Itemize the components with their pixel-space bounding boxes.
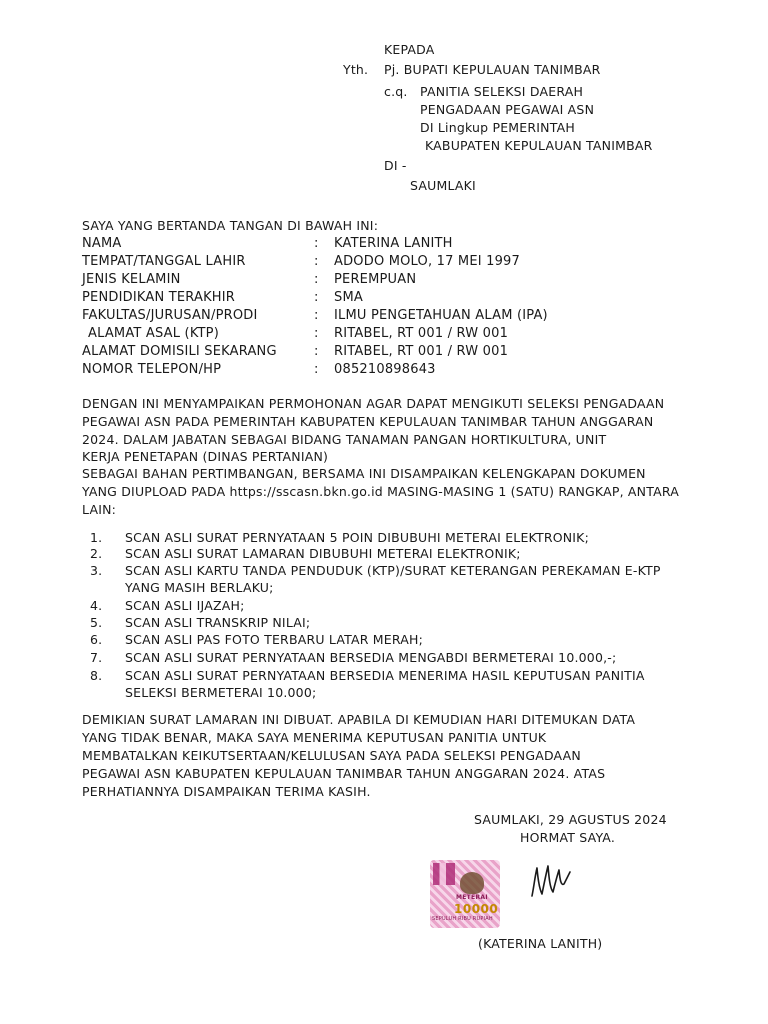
- list-text: SCAN ASLI SURAT PERNYATAAN BERSEDIA MENGABDI BERMETERAI 10.000,-;: [125, 650, 617, 665]
- address-di: DI -: [384, 158, 407, 173]
- address-line-lingkup: DI Lingkup PEMERINTAH: [420, 120, 575, 135]
- identity-colon: :: [314, 272, 319, 287]
- list-number: 3.: [90, 563, 103, 578]
- identity-row: [82, 326, 702, 344]
- paragraph-line: DENGAN INI MENYAMPAIKAN PERMOHONAN AGAR DAPAT MENGIKUTI SELEKSI PENGADAAN: [82, 396, 665, 411]
- list-text: SELEKSI BERMETERAI 10.000;: [125, 685, 317, 700]
- identity-colon: :: [314, 308, 319, 323]
- identity-colon: :: [314, 236, 319, 251]
- stamp-small-text: SEPULUH RIBU RUPIAH: [432, 916, 493, 922]
- paragraph-line: YANG DIUPLOAD PADA https://sscasn.bkn.go.id MASING-MASING 1 (SATU) RANGKAP, ANTARA: [82, 484, 679, 499]
- identity-value: ILMU PENGETAHUAN ALAM (IPA): [334, 308, 548, 323]
- identity-value: SMA: [334, 290, 363, 305]
- list-number: 4.: [90, 598, 103, 613]
- regards: HORMAT SAYA.: [520, 830, 616, 845]
- identity-label: PENDIDIKAN TERAKHIR: [82, 290, 236, 305]
- address-line-kabupaten: KABUPATEN KEPULAUAN TANIMBAR: [425, 138, 653, 153]
- identity-colon: :: [314, 344, 319, 359]
- meterai-stamp: [430, 860, 500, 928]
- address-yth: Yth.: [343, 62, 369, 77]
- paragraph-line: 2024. DALAM JABATAN SEBAGAI BIDANG TANAMAN PANGAN HORTIKULTURA, UNIT: [82, 432, 607, 447]
- identity-value: PEREMPUAN: [334, 272, 417, 287]
- list-text: SCAN ASLI SURAT LAMARAN DIBUBUHI METERAI ELEKTRONIK;: [125, 546, 521, 561]
- identity-label: NOMOR TELEPON/HP: [82, 362, 222, 377]
- list-text: SCAN ASLI TRANSKRIP NILAI;: [125, 615, 311, 630]
- identity-label: TEMPAT/TANGGAL LAHIR: [82, 254, 246, 269]
- paragraph-line: MEMBATALKAN KEIKUTSERTAAN/KELULUSAN SAYA PADA SELEKSI PENGADAAN: [82, 748, 581, 763]
- identity-colon: :: [314, 254, 319, 269]
- list-text: SCAN ASLI PAS FOTO TERBARU LATAR MERAH;: [125, 632, 424, 647]
- stamp-label: METERAI: [456, 894, 488, 901]
- identity-value: 085210898643: [334, 362, 436, 377]
- paragraph-line: DEMIKIAN SURAT LAMARAN INI DIBUAT. APABILA DI KEMUDIAN HARI DITEMUKAN DATA: [82, 712, 636, 727]
- identity-row: [82, 236, 702, 254]
- identity-label: NAMA: [82, 236, 122, 251]
- list-text: SCAN ASLI KARTU TANDA PENDUDUK (KTP)/SURAT KETERANGAN PEREKAMAN E-KTP: [125, 563, 661, 578]
- address-recipient: Pj. BUPATI KEPULAUAN TANIMBAR: [384, 62, 601, 77]
- signatory-name: (KATERINA LANITH): [478, 936, 603, 951]
- identity-colon: :: [314, 326, 319, 341]
- paragraph-line: PERHATIANNYA DISAMPAIKAN TERIMA KASIH.: [82, 784, 371, 799]
- paragraph-line: PEGAWAI ASN PADA PEMERINTAH KABUPATEN KEPULAUAN TANIMBAR TAHUN ANGGARAN: [82, 414, 654, 429]
- place-date: SAUMLAKI, 29 AGUSTUS 2024: [474, 812, 667, 827]
- list-number: 6.: [90, 632, 103, 647]
- identity-row: [82, 308, 702, 326]
- paragraph-line: YANG TIDAK BENAR, MAKA SAYA MENERIMA KEPUTUSAN PANITIA UNTUK: [82, 730, 547, 745]
- identity-value: RITABEL, RT 001 / RW 001: [334, 344, 509, 359]
- identity-label: ALAMAT DOMISILI SEKARANG: [82, 344, 277, 359]
- paragraph-line: LAIN:: [82, 502, 117, 517]
- identity-row: [82, 272, 702, 290]
- identity-label: ALAMAT ASAL (KTP): [88, 326, 219, 341]
- paragraph-line: KERJA PENETAPAN (DINAS PERTANIAN): [82, 449, 329, 464]
- qr-code-icon: [433, 863, 455, 885]
- identity-row: [82, 344, 702, 362]
- list-number: 1.: [90, 530, 103, 545]
- identity-label: JENIS KELAMIN: [82, 272, 181, 287]
- identity-value: KATERINA LANITH: [334, 236, 453, 251]
- paragraph-line: PEGAWAI ASN KABUPATEN KEPULAUAN TANIMBAR TAHUN ANGGARAN 2024. ATAS: [82, 766, 606, 781]
- identity-label: FAKULTAS/JURUSAN/PRODI: [82, 308, 258, 323]
- garuda-emblem-icon: [460, 872, 484, 894]
- address-line-panitia: PANITIA SELEKSI DAERAH: [420, 84, 584, 99]
- identity-value: ADODO MOLO, 17 MEI 1997: [334, 254, 520, 269]
- address-cq: c.q.: [384, 84, 408, 99]
- address-line-pengadaan: PENGADAAN PEGAWAI ASN: [420, 102, 595, 117]
- identity-row: [82, 254, 702, 272]
- handwritten-signature: [528, 858, 576, 902]
- stamp-value: 10000: [454, 902, 499, 916]
- list-number: 7.: [90, 650, 103, 665]
- paragraph-line: SEBAGAI BAHAN PERTIMBANGAN, BERSAMA INI DISAMPAIKAN KELENGKAPAN DOKUMEN: [82, 466, 646, 481]
- identity-colon: :: [314, 290, 319, 305]
- address-city: SAUMLAKI: [410, 178, 476, 193]
- list-text: YANG MASIH BERLAKU;: [125, 580, 274, 595]
- intro-statement: SAYA YANG BERTANDA TANGAN DI BAWAH INI:: [82, 218, 379, 233]
- identity-row: [82, 290, 702, 308]
- list-number: 5.: [90, 615, 103, 630]
- list-number: 2.: [90, 546, 103, 561]
- identity-row: [82, 362, 702, 380]
- list-number: 8.: [90, 668, 103, 683]
- list-text: SCAN ASLI SURAT PERNYATAAN 5 POIN DIBUBUHI METERAI ELEKTRONIK;: [125, 530, 589, 545]
- identity-value: RITABEL, RT 001 / RW 001: [334, 326, 509, 341]
- list-text: SCAN ASLI IJAZAH;: [125, 598, 245, 613]
- list-text: SCAN ASLI SURAT PERNYATAAN BERSEDIA MENERIMA HASIL KEPUTUSAN PANITIA: [125, 668, 645, 683]
- identity-colon: :: [314, 362, 319, 377]
- address-kepada: KEPADA: [384, 42, 435, 57]
